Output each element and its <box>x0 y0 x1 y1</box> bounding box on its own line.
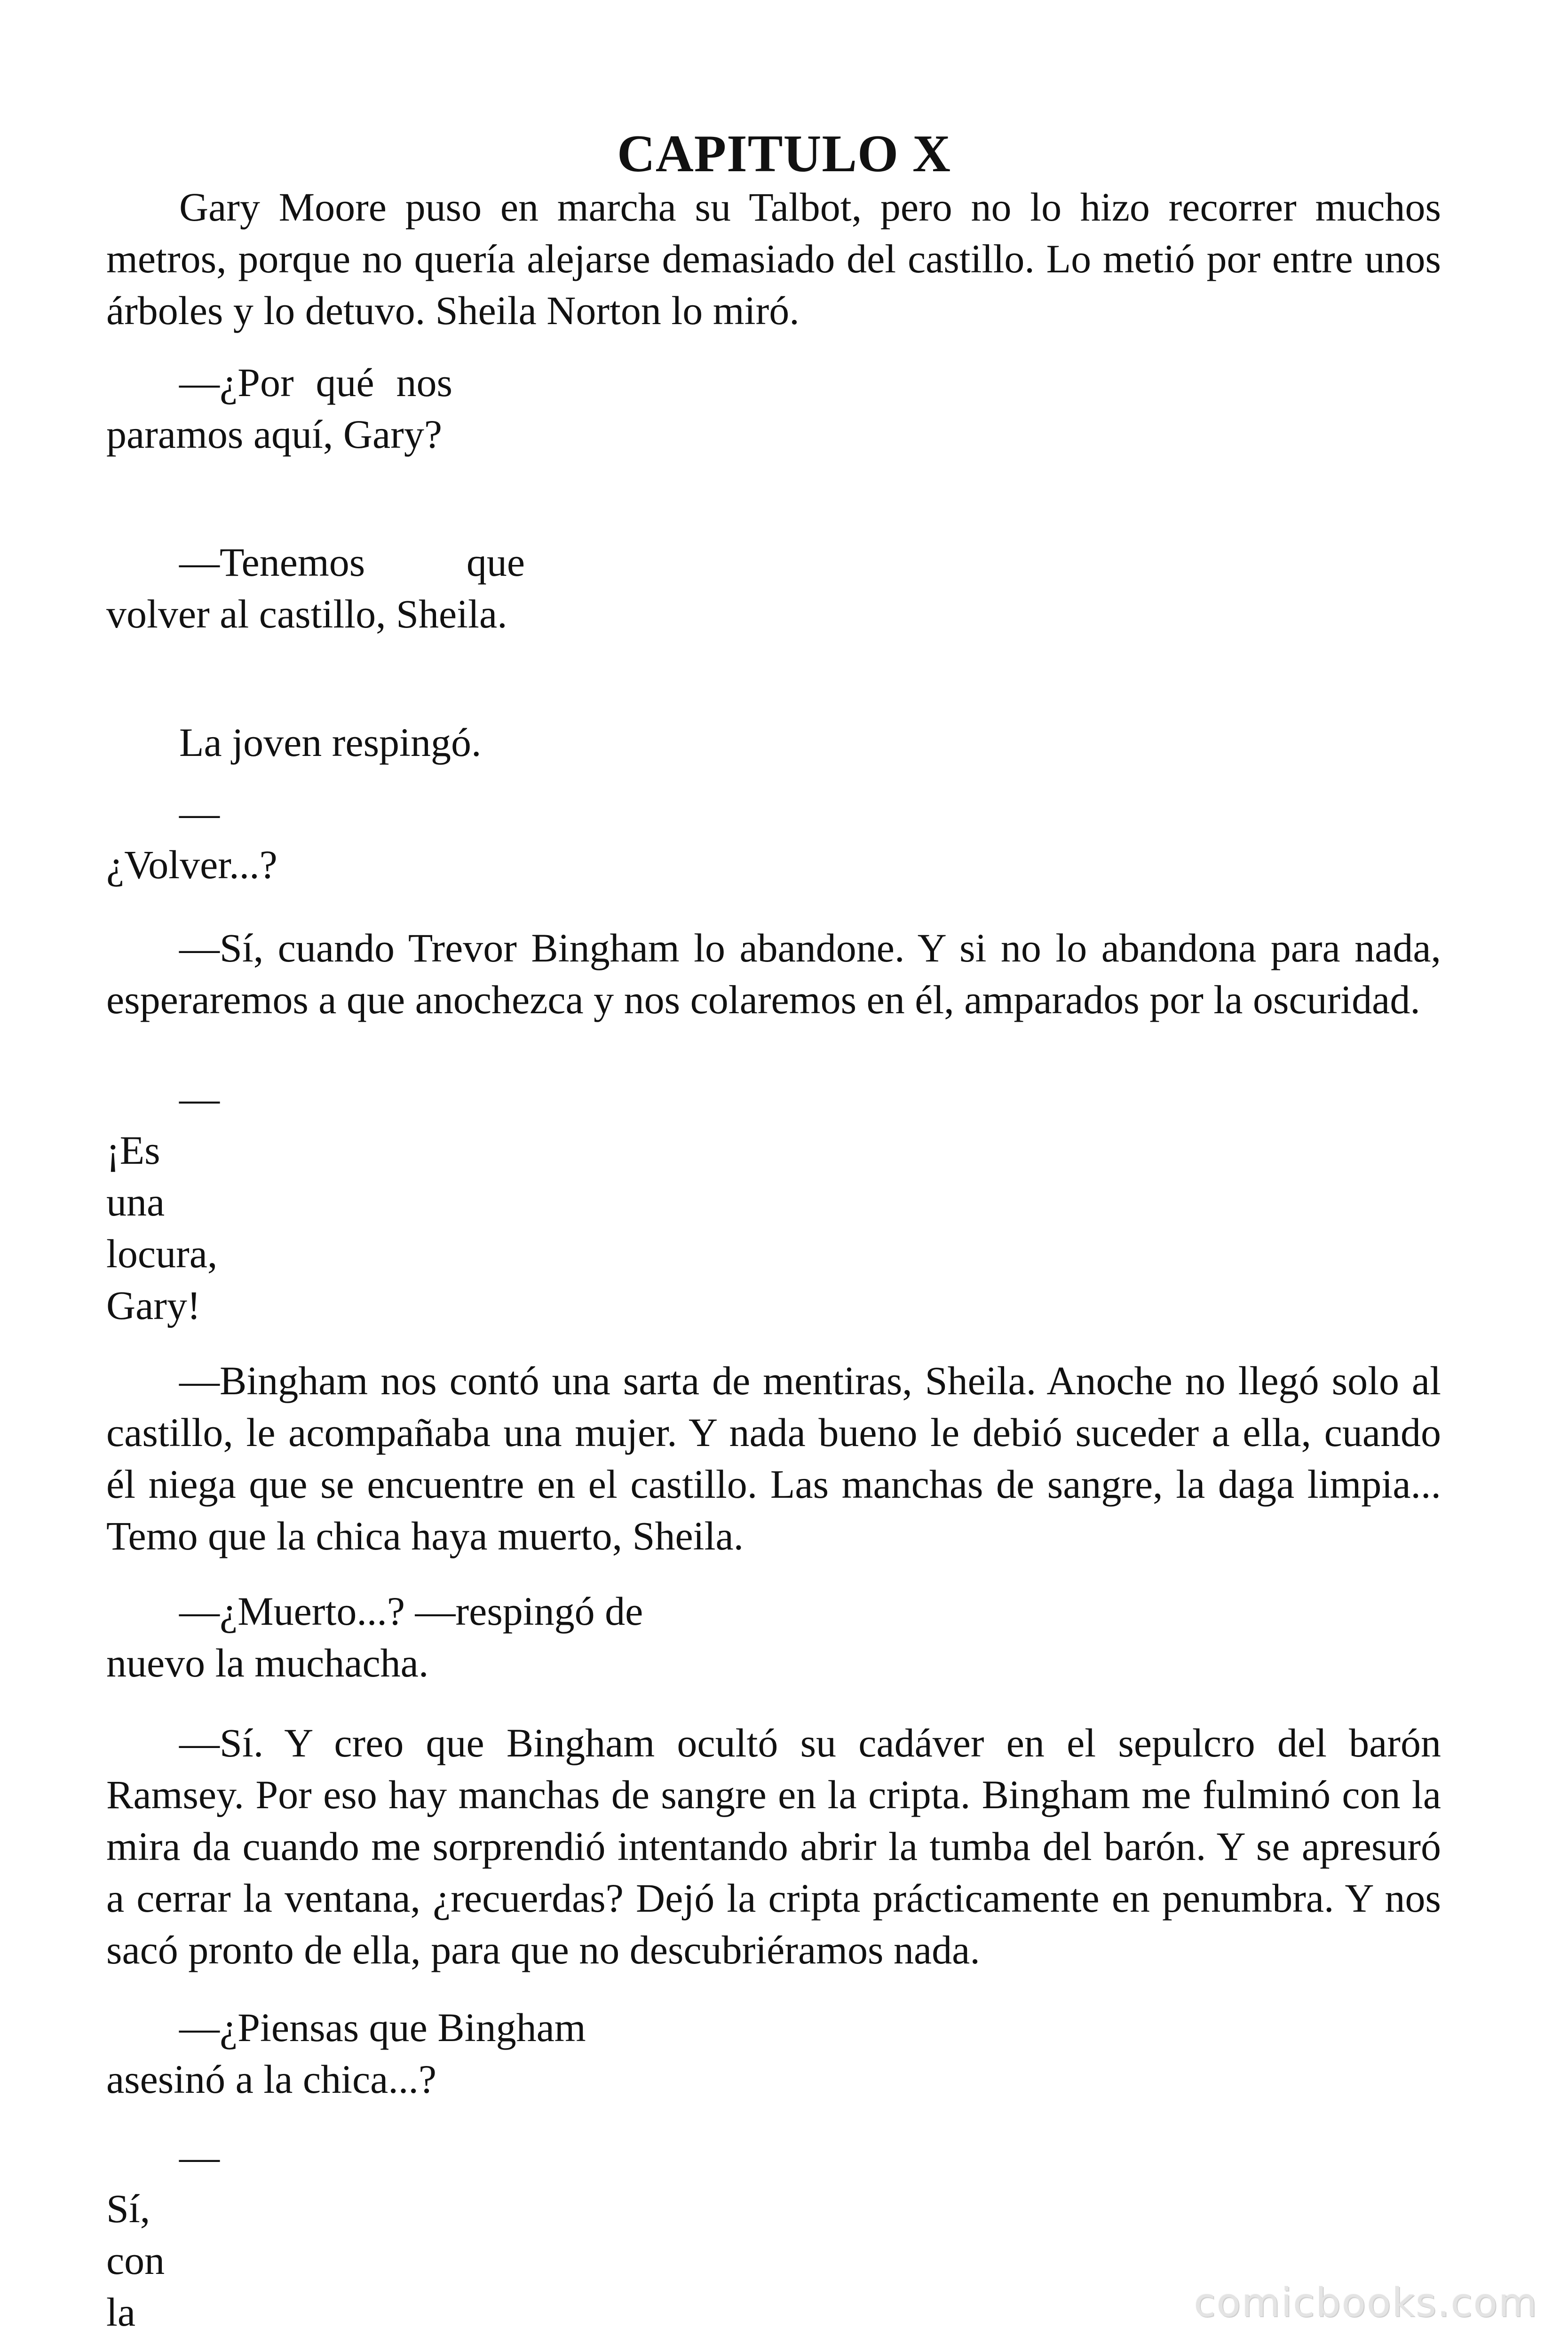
paragraph-12-line: la <box>106 2289 136 2335</box>
paragraph-12-line: Sí, <box>106 2186 150 2231</box>
paragraph-7-line: locura, <box>106 1231 218 1276</box>
watermark: comicbooks.com <box>1194 2280 1538 2326</box>
paragraph-11 <box>106 2002 765 2105</box>
paragraph-7-line: una <box>106 1179 165 1224</box>
chapter-title: CAPITULO X <box>617 125 951 183</box>
paragraph-9 <box>106 1585 718 1689</box>
paragraph-5-text: ¿Volver...? <box>106 842 277 887</box>
paragraph-2: —¿Por qué nos paramos aquí, Gary? <box>106 360 452 457</box>
dash-line: — <box>179 1076 220 1121</box>
paragraph-10: —Sí. Y creo que Bingham ocultó su cadáver en el sepulcro del barón Ramsey. Por eso hay manchas de sangre en la cripta. Bingham me fulminó con la mira da cuando me sorprendió intentando abrir la tumba del barón. Y se apresuró a cerrar la ventana, ¿recuerdas? Dejó la cripta prácticamente en penumbra. Y nos sacó pronto de ella, para que no descubriéramos nada. <box>106 1720 1441 1972</box>
paragraph-6: —Sí, cuando Trevor Bingham lo abandone. Y si no lo abandona para nada, esperaremos a que anochezca y nos colaremos en él, amparados por la oscuridad. <box>106 925 1441 1022</box>
dash-line: — <box>179 790 220 835</box>
paragraph-7-line: Gary! <box>106 1283 201 1328</box>
paragraph-7 <box>106 1073 483 1331</box>
paragraph-9-line: —¿Muerto...? —respingó de <box>179 1589 643 1634</box>
paragraph-11-line: asesinó a la chica...? <box>106 2057 436 2102</box>
paragraph-4: La joven respingó. <box>179 720 482 765</box>
paragraph-1: Gary Moore puso en marcha su Talbot, pero no lo hizo recorrer muchos metros, porque no quería alejarse demasiado del castillo. Lo metió por entre unos árboles y lo detuvo. Sheila Norton lo miró. <box>106 184 1441 333</box>
paragraph-7-line: ¡Es <box>106 1128 160 1173</box>
paragraph-9-line: nuevo la muchacha. <box>106 1640 429 1685</box>
dash-line: — <box>179 2134 220 2179</box>
paragraph-8: —Bingham nos contó una sarta de mentiras, Sheila. Anoche no llegó solo al castillo, le acompañaba una mujer. Y nada bueno le debió suceder a ella, cuando él niega que se encuentre en el castillo. Las manchas de sangre, la daga limpia... Temo que la chica haya muerto, Sheila. <box>106 1358 1441 1558</box>
paragraph-11-line: —¿Piensas que Bingham <box>179 2005 586 2050</box>
paragraph-12 <box>106 2131 483 2338</box>
paragraph-3: —Tenemos que volver al castillo, Sheila. <box>106 540 525 636</box>
paragraph-12-line: con <box>106 2238 165 2283</box>
paragraph-5 <box>106 787 483 890</box>
